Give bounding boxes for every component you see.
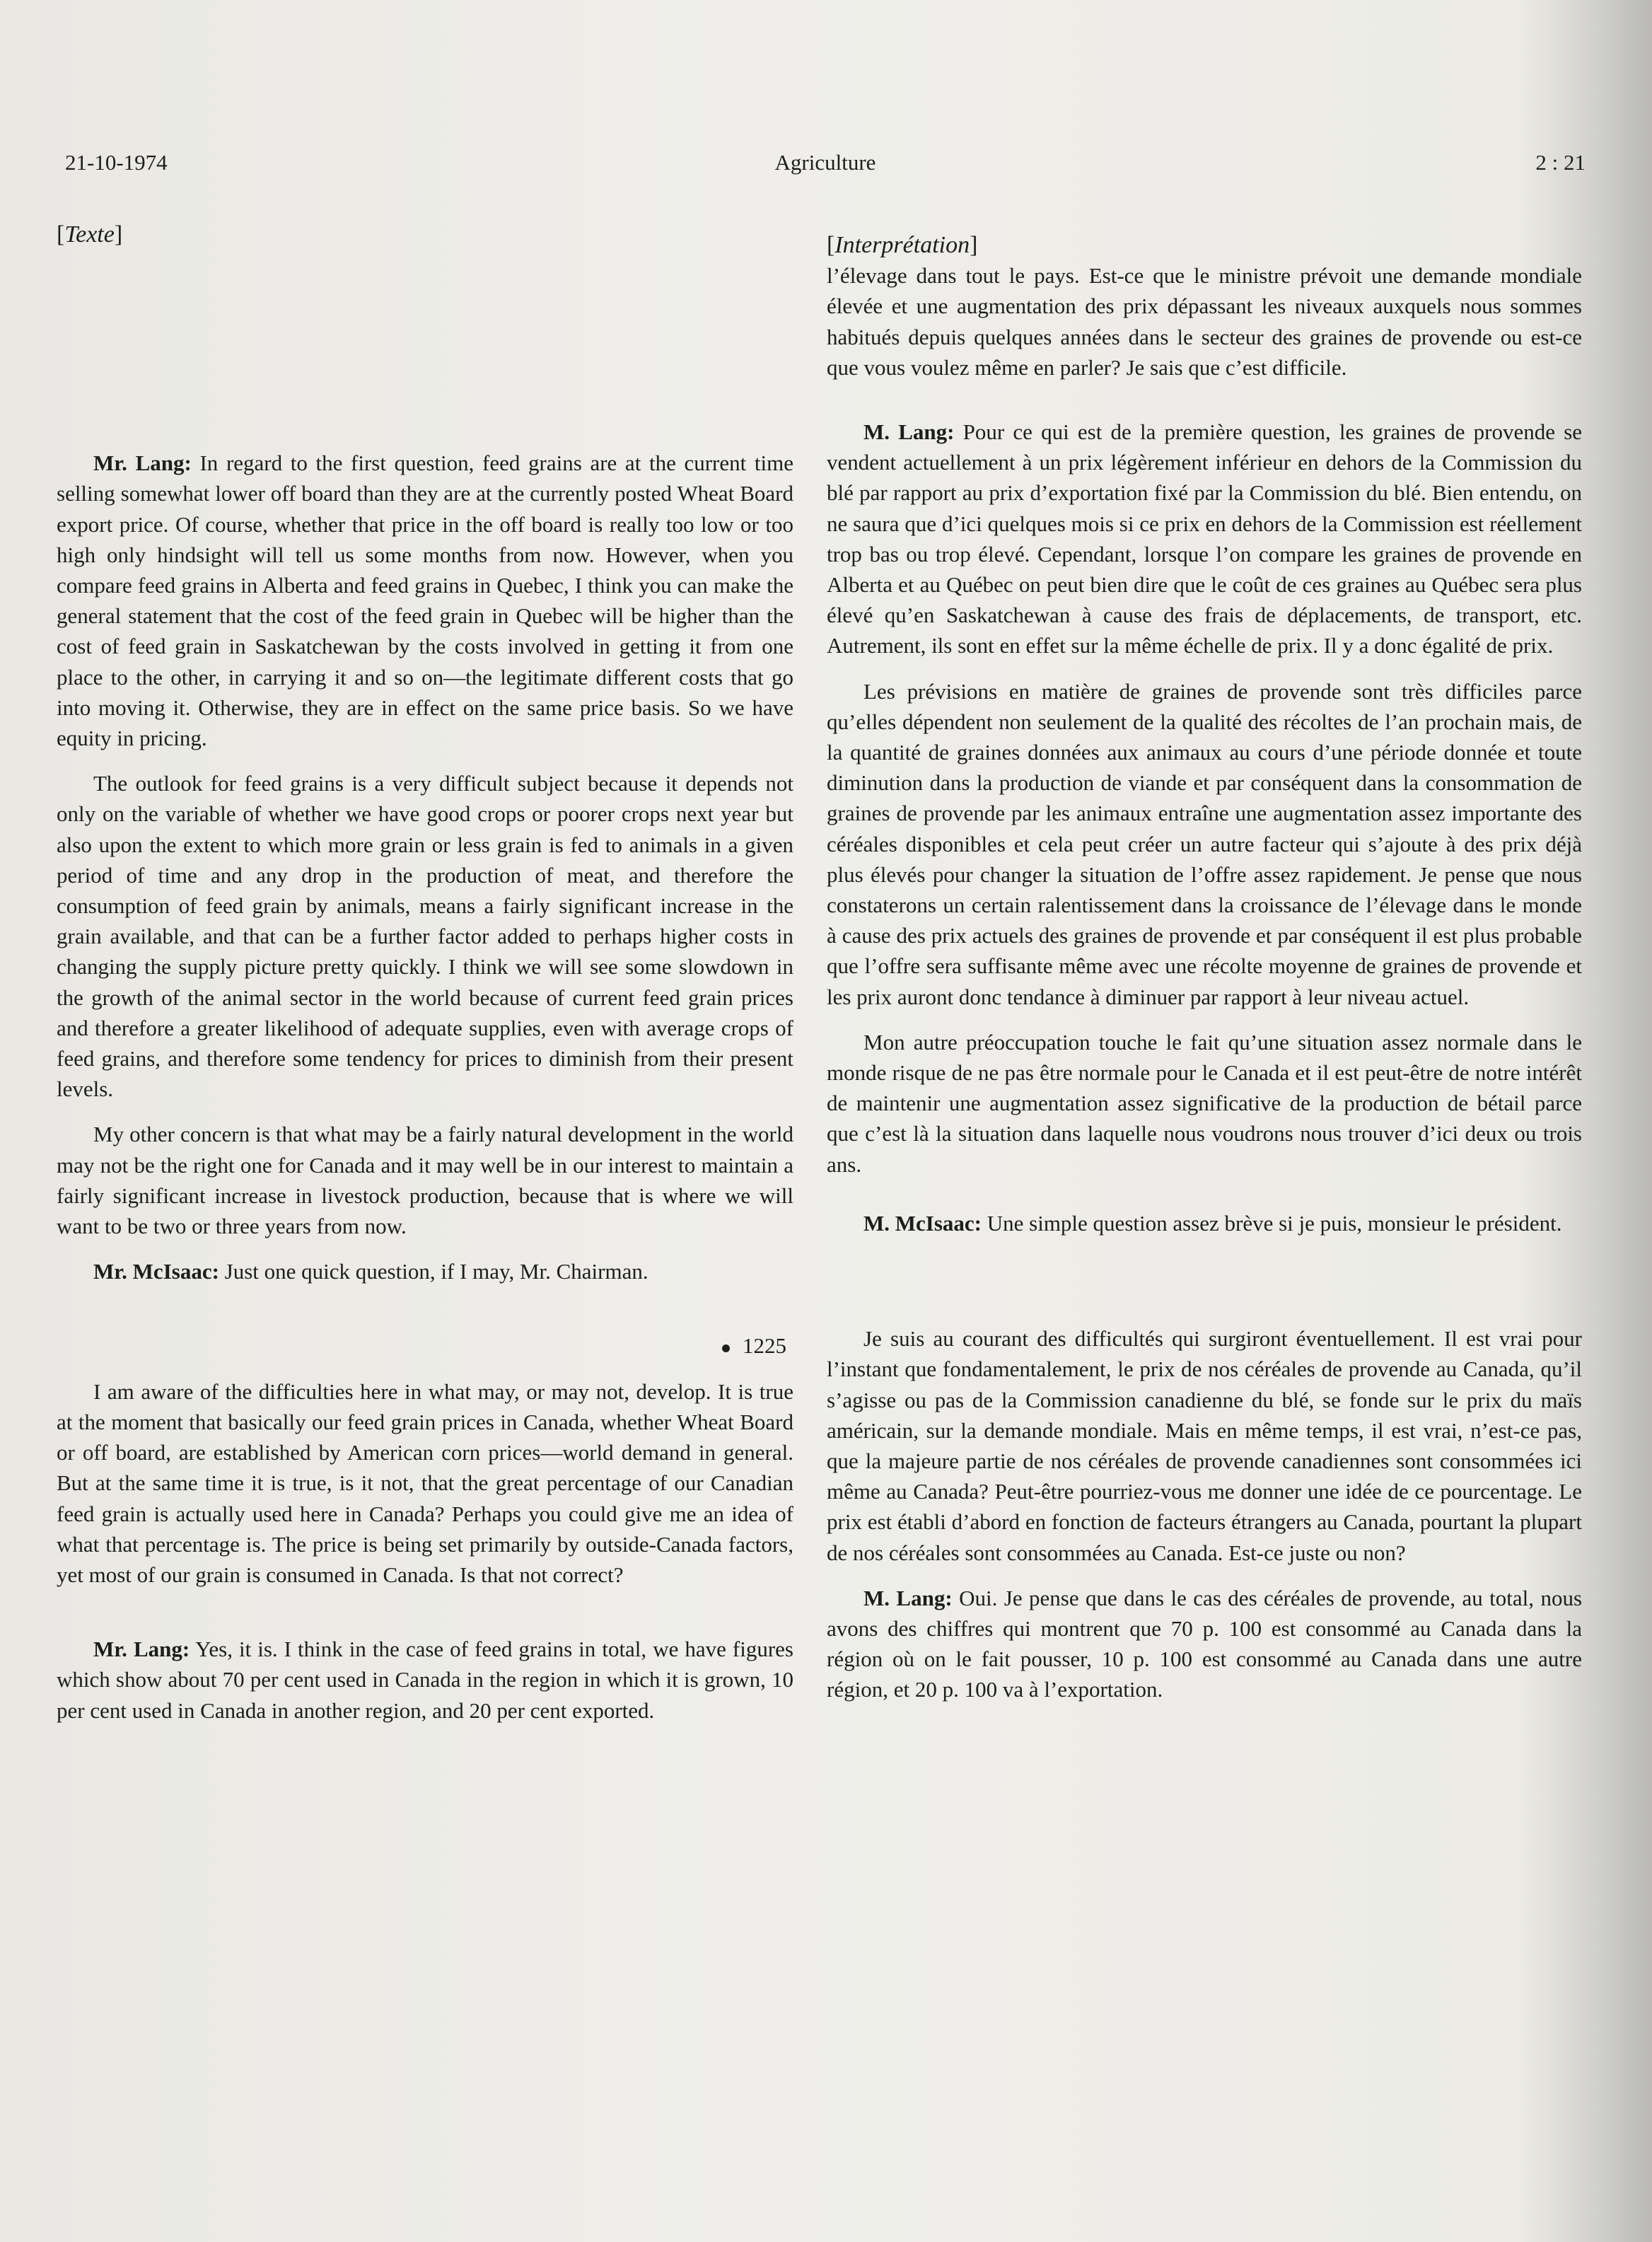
paragraph-lang-reponse-4: M. Lang: Oui. Je pense que dans le cas des céréales de provende, au total, nous avons des chiffres qui montrent que 70 p. 100 est consommé au Canada dans la région où on le fait pousser, 10 p. 100 est consommé au Canada dans une autre région, et 20 p. 100 va à l’exportation. — [827, 1585, 1583, 1702]
paragraph-lang-reponse-1: M. Lang: Pour ce qui est de la première question, les graines de provende se vendent actuellement à un prix légèrement inférieur en dehors de la Commission du blé par rapport au prix d’exportation fixé par la Commission du blé. Bien entendu, on ne saura que d’ici quelques mois si ce prix en dehors de la Commission est réellement trop bas ou trop élevé. Cependant, lorsque l’on compare les graines de provende en Alberta et au Québec on peut bien dire que le coût de ces graines au Québec sera plus élevé qu’en Saskatchewan à cause des frais de déplacements, de transport, etc. Autrement, ils sont en effet sur la même échelle de prix. Il y a donc égalité de prix. — [827, 419, 1583, 658]
paragraph-continued: l’élevage dans tout le pays. Est-ce que le ministre prévoit une demande mondiale élevée et une augmentation des prix dépassant les niveaux auxquels nous sommes habitués depuis quelques années dans le secteur des graines de provende ou est-ce que vous voulez même en parler? Je sais que c’est difficile. — [827, 263, 1582, 380]
header-page-number: 2 : 21 — [1535, 150, 1586, 175]
paragraph-lang-reponse-3: Mon autre préoccupation touche le fait qu’une situation assez normale dans le monde risque de ne pas être normale pour le Canada et il est peut-être de notre intérêt de maintenir une augmentation assez significative de la production de bétail parce que c’est là la situation dans laquelle nous voudrons nous trouver d’ici deux ou trois ans. — [827, 1029, 1582, 1177]
bullet-dot-icon — [722, 1344, 730, 1352]
english-column — [57, 219, 793, 1726]
paragraph-mcisaac-question-2: Je suis au courant des difficultés qui surgiront éventuellement. Il est vrai pour l’instant que fondamentalement, le prix de nos céréales de provende au Canada, qu’il s’agisse ou pas de la Commission canadienne du blé, se fonde sur le prix du maïs américain, sur la demande mondiale. Mais en même temps, il est vrai, n’est-ce pas, que la majeure partie de nos céréales de provende canadiennes sont consommées ici même au Canada? Peut-être pourriez-vous me donner une idée de ce pourcentage. Le prix est établi d’abord en fonction de facteurs étrangers au Canada, pourtant la plupart de nos céréales sont consommées au Canada. Est-ce juste ou non? — [827, 1326, 1582, 1565]
paragraph-lang-answer-1: Mr. Lang: In regard to the first question, feed grains are at the current time selling somewhat lower off board than they are at the currently posted Wheat Board export price. Of course, whether that price in the off board is really too low or too high only hindsight will tell us some months from now. However, when you compare feed grains in Alberta and feed grains in Quebec, I think you can make the general statement that the cost of the feed grain in Quebec will be higher than the cost of feed grain in Saskatchewan by the costs involved in getting it from one place to the other, in carrying it and so on—the legitimate different costs that go into moving it. Otherwise, they are in effect on the same price basis. So we have equity in pricing. — [57, 451, 793, 751]
paragraph-lang-reponse-2: Les prévisions en matière de graines de provende sont très difficiles parce qu’elles dépendent non seulement de la qualité des récoltes de l’an prochain mais, de la quantité de graines données aux animaux au cours d’une période donnée et toute diminution dans la production de viande et par conséquent dans la consommation de graines de provende par les animaux entraîne une augmentation assez importante des céréales disponibles et cela peut créer un autre facteur qui s’ajoute à des prix déjà plus élevés pour changer la situation de l’offre assez rapidement. Je pense que nous constaterons un certain ralentissement dans la croissance de l’élevage dans le monde à cause des prix actuels des graines de provende et par conséquent il est plus probable que l’offre sera suffisante même avec une récolte moyenne de graines de provende et les prix auront donc tendance à diminuer par rapport à leur niveau actuel. — [827, 678, 1582, 1009]
paragraph-lang-answer-4: Mr. Lang: Yes, it is. I think in the case of feed grains in total, we have figures which show about 70 per cent used in Canada in the region in which it is grown, 10 per cent used in Canada in another region, and 20 per cent exported. — [57, 1637, 793, 1723]
speaker-label: Mr. McIsaac: — [93, 1259, 219, 1284]
paragraph-mcisaac-question-2: I am aware of the difficulties here in what may, or may not, develop. It is true at the moment that basically our feed grain prices in Canada, whether Wheat Board or off board, are established by American corn prices—world demand in general. But at the same time it is true, is it not, that the great percentage of our Canadian feed grain is actually used here in Canada? Perhaps you could give me an idea of what that percentage is. The price is being set primarily by outside-Canada factors, yet most of our grain is consumed in Canada. Is that not correct? — [57, 1378, 793, 1587]
paragraph-lang-answer-2: The outlook for feed grains is a very difficult subject because it depends not only on the variable of whether we have good crops or poorer crops next year but also upon the extent to which more grain or less grain is fed to animals in a given period of time and any drop in the production of meat, and therefore the consumption of feed grain by animals, means a fairly significant increase in the grain available, and that can be a further factor added to perhaps higher costs in changing the supply picture pretty quickly. I think we will see some slowdown in the growth of the animal sector in the world because of current feed grain prices and therefore a greater likelihood of adequate supplies, even with average crops of feed grains, and therefore some tendency for prices to diminish from their present levels. — [57, 771, 793, 1102]
header-date: 21-10-1974 — [65, 150, 168, 175]
paragraph-mcisaac-question: M. McIsaac: Une simple question assez brève si je puis, monsieur le président. — [863, 1210, 1562, 1236]
speaker-label: Mr. Lang: — [93, 1637, 190, 1662]
speaker-label: M. McIsaac: — [863, 1210, 982, 1236]
language-tag-texte: [Texte] — [57, 221, 123, 248]
time-marker: 1225 — [57, 1330, 793, 1361]
header-title: Agriculture — [774, 150, 876, 175]
paragraph-mcisaac-question: Mr. McIsaac: Just one quick question, if I may, Mr. Chairman. — [93, 1259, 648, 1284]
speaker-label: Mr. Lang: — [93, 451, 192, 476]
french-column — [827, 230, 1582, 1705]
language-tag-interpretation: [Interprétation] — [827, 232, 978, 258]
speaker-label: M. Lang: — [863, 1585, 953, 1610]
page-header — [65, 150, 1586, 182]
speaker-label: M. Lang: — [863, 419, 955, 445]
paragraph-lang-answer-3: My other concern is that what may be a fairly natural development in the world may not be the right one for Canada and it may well be in our interest to maintain a fairly significant increase in livestock production, because that is where we will want to be two or three years from now. — [57, 1122, 793, 1239]
